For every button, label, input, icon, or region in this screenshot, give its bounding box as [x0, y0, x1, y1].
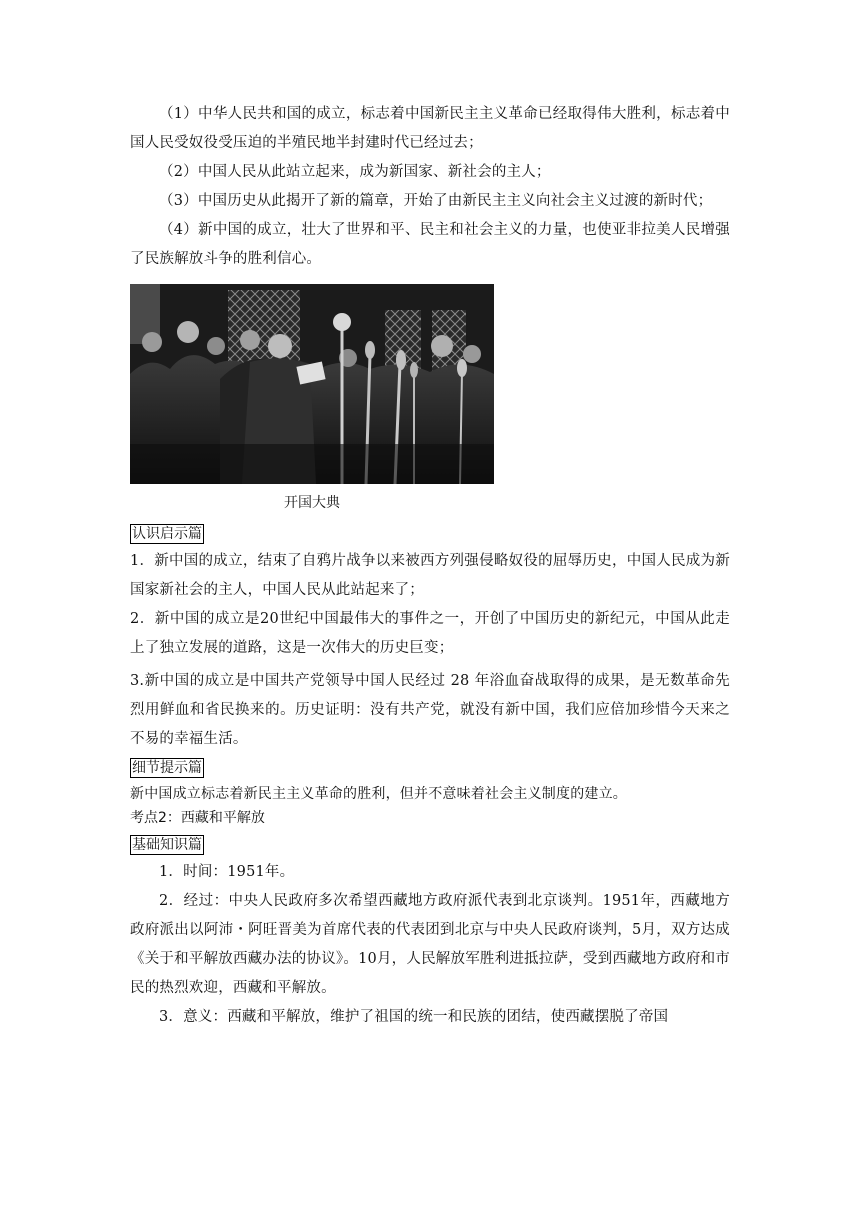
- detail-heading: 细节提示篇: [132, 760, 202, 776]
- topic-2-title: 考点2：西藏和平解放: [130, 810, 265, 826]
- document-body: [130, 100, 730, 1032]
- basics-item-2: 2．经过：中央人民政府多次希望西藏地方政府派代表到北京谈判。1951年，西藏地方政府派出以阿沛・阿旺晋美为首席代表的代表团到北京与中央人民政府谈判，5月，双方达成《关于和平解放西藏办法的协议》。10月，人民解放军胜利进抵拉萨，受到西藏地方政府和市民的热烈欢迎，西藏和平解放。: [130, 893, 730, 996]
- basics-item-1: 1．时间：1951年。: [159, 864, 295, 880]
- insight-item-1: 1．新中国的成立，结束了自鸦片战争以来被西方列强侵略奴役的屈辱历史，中国人民成为新国家新社会的主人，中国人民从此站起来了；: [130, 553, 730, 598]
- founding-ceremony-photo: [130, 284, 494, 484]
- basics-item-3: 3．意义：西藏和平解放，维护了祖国的统一和民族的团结，使西藏摆脱了帝国: [159, 1009, 669, 1025]
- insight-item-2: 2．新中国的成立是20世纪中国最伟大的事件之一，开创了中国历史的新纪元，中国从此走上了独立发展的道路，这是一次伟大的历史巨变；: [130, 611, 730, 656]
- significance-point-2: （2）中国人民从此站立起来，成为新国家、新社会的主人；: [159, 164, 551, 180]
- founding-ceremony-photo-illustration: [130, 284, 494, 484]
- insight-heading: 认识启示篇: [132, 526, 202, 542]
- detail-text: 新中国成立标志着新民主主义革命的胜利，但并不意味着社会主义制度的建立。: [130, 786, 627, 802]
- basics-heading: 基础知识篇: [132, 837, 202, 853]
- photo-caption: 开国大典: [284, 495, 340, 511]
- insight-item-3: 3.新中国的成立是中国共产党领导中国人民经过 28 年浴血奋战取得的成果，是无数革命先烈用鲜血和省民换来的。历史证明：没有共产党，就没有新中国，我们应倍加珍惜今天来之不易的幸福生活。: [130, 673, 730, 747]
- significance-point-4: （4）新中国的成立，壮大了世界和平、民主和社会主义的力量，也使亚非拉美人民增强了民族解放斗争的胜利信心。: [130, 222, 730, 267]
- significance-point-1: （1）中华人民共和国的成立，标志着中国新民主主义革命已经取得伟大胜利，标志着中国人民受奴役受压迫的半殖民地半封建时代已经过去；: [130, 106, 730, 151]
- significance-point-3: （3）中国历史从此揭开了新的篇章，开始了由新民主主义向社会主义过渡的新时代；: [159, 193, 713, 209]
